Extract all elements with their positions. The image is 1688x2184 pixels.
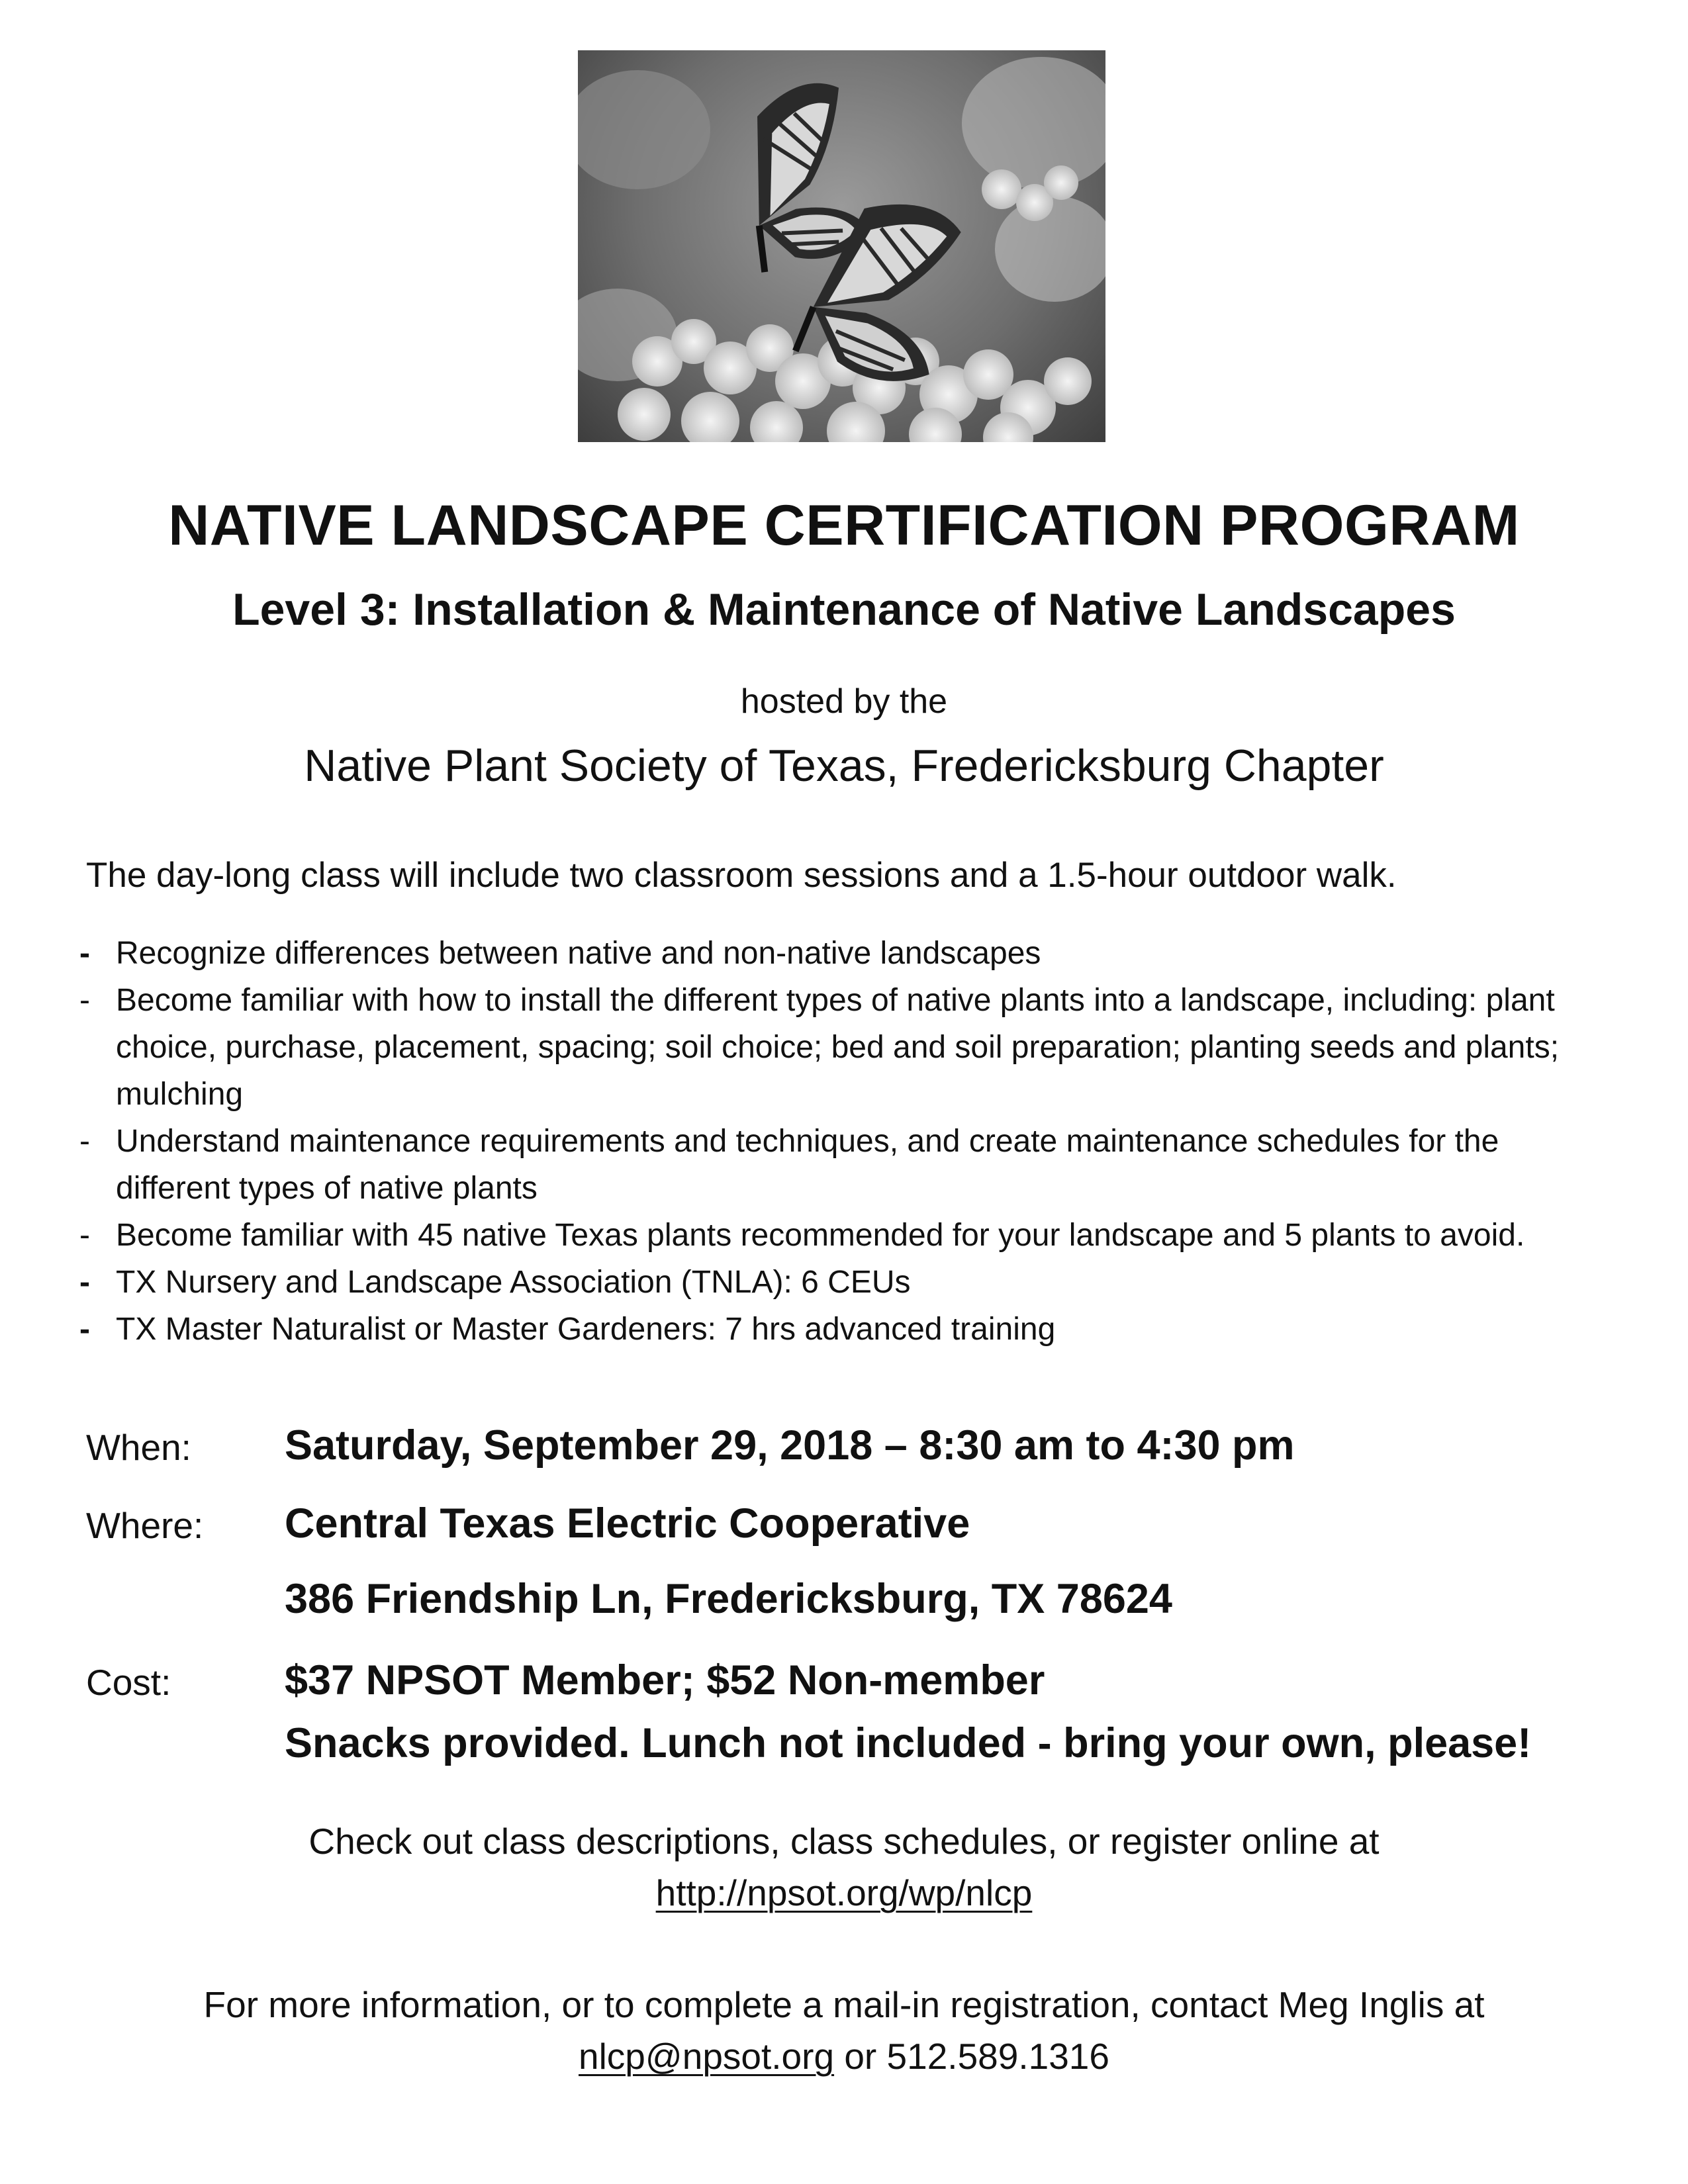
cost-value: $37 NPSOT Member; $52 Non-member — [285, 1657, 1045, 1704]
cost-label: Cost: — [86, 1662, 171, 1703]
list-item — [79, 930, 1622, 977]
where-venue: Central Texas Electric Cooperative — [285, 1500, 970, 1547]
list-item-text: Recognize differences between native and non-native landscapes — [116, 936, 1041, 971]
organization-name: Native Plant Society of Texas, Fredericksburg Chapter — [304, 741, 1384, 791]
contact-info — [0, 1979, 1688, 2082]
list-item — [79, 1118, 1622, 1212]
contact-text: For more information, or to complete a mail-in registration, contact Meg Inglis at — [203, 1984, 1485, 2025]
contact-phone: 512.589.1316 — [886, 2036, 1109, 2077]
list-item — [79, 1306, 1622, 1353]
list-item — [79, 1259, 1622, 1306]
bullet-dash: - — [79, 983, 90, 1018]
hosted-by-text: hosted by the — [740, 682, 948, 721]
when-label: When: — [86, 1427, 191, 1468]
bullet-dash: - — [79, 936, 90, 971]
bullet-dash: - — [79, 1124, 90, 1159]
monarch-butterflies-icon — [578, 50, 1105, 442]
intro-text: The day-long class will include two classroom sessions and a 1.5-hour outdoor walk. — [86, 856, 1397, 895]
list-item — [79, 1212, 1622, 1259]
when-value: Saturday, September 29, 2018 – 8:30 am to 4:30 pm — [285, 1422, 1295, 1469]
bullet-dash: - — [79, 1312, 90, 1347]
contact-separator: or — [834, 2036, 887, 2077]
where-label: Where: — [86, 1505, 204, 1546]
where-address: 386 Friendship Ln, Fredericksburg, TX 78624 — [285, 1576, 1172, 1622]
page-title: NATIVE LANDSCAPE CERTIFICATION PROGRAM — [168, 494, 1520, 557]
lunch-note: Snacks provided. Lunch not included - bring your own, please! — [285, 1720, 1532, 1766]
contact-line — [0, 2030, 1688, 2082]
list-item-text: Understand maintenance requirements and techniques, and create maintenance schedules for the different types of native plants — [116, 1124, 1499, 1206]
registration-text: Check out class descriptions, class schedules, or register online at — [308, 1821, 1380, 1862]
list-item-text: Become familiar with 45 native Texas plants recommended for your landscape and 5 plants to avoid. — [116, 1218, 1525, 1253]
list-item-text: TX Master Naturalist or Master Gardeners: 7 hrs advanced training — [116, 1312, 1056, 1347]
contact-email-link[interactable]: nlcp@npsot.org — [579, 2036, 835, 2077]
bullet-dash: - — [79, 1218, 90, 1253]
page-subtitle: Level 3: Installation & Maintenance of Native Landscapes — [232, 584, 1456, 635]
registration-info — [0, 1815, 1688, 1919]
list-item-text: Become familiar with how to install the different types of native plants into a landscape, including: plant choice, purchase, placement, spacing; soil choice; bed and soil preparation; planting seeds and plants; mulching — [116, 983, 1560, 1112]
list-item — [79, 977, 1622, 1118]
bullet-dash: - — [79, 1265, 90, 1300]
registration-link[interactable]: http://npsot.org/wp/nlcp — [655, 1872, 1033, 1913]
monarch-butterflies-photo — [578, 50, 1105, 442]
list-item-text: TX Nursery and Landscape Association (TNLA): 6 CEUs — [116, 1265, 911, 1300]
learning-objectives-list — [79, 930, 1622, 1353]
